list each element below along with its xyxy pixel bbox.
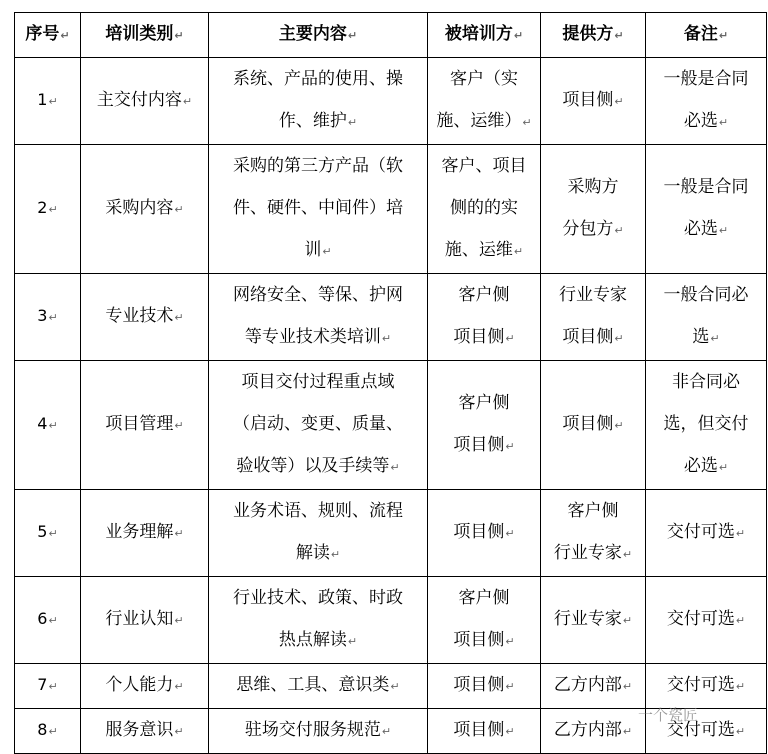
header-cell: 备注↵ — [646, 13, 767, 58]
remark-cell-line: 一般是合同 — [663, 177, 749, 197]
provider-cell-line: 项目侧↵ — [562, 327, 624, 347]
trainee-cell-line: 项目侧↵ — [453, 327, 515, 347]
table-row — [15, 490, 767, 577]
trainee-cell — [428, 361, 541, 490]
remark-cell-line: 一般是合同 — [663, 69, 749, 89]
provider-cell-line: 项目侧↵ — [562, 90, 624, 110]
content-cell-line: 解读↵ — [295, 543, 341, 563]
content-cell-line: 件、硬件、中间件）培 — [233, 198, 403, 218]
provider-cell — [541, 361, 646, 490]
category-cell: 专业技术↵ — [81, 274, 209, 361]
row-number: 8↵ — [15, 709, 81, 754]
header-cell: 序号↵ — [15, 13, 81, 58]
remark-cell-line: 交付可选↵ — [666, 720, 746, 740]
remark-cell — [646, 145, 767, 274]
header-cell: 被培训方↵ — [428, 13, 541, 58]
table-row — [15, 361, 767, 490]
category-cell: 采购内容↵ — [81, 145, 209, 274]
content-cell — [209, 490, 428, 577]
watermark: 一个瓷匠 — [638, 706, 699, 724]
provider-cell — [541, 145, 646, 274]
content-cell — [209, 145, 428, 274]
trainee-cell — [428, 274, 541, 361]
content-cell-line: 等专业技术类培训↵ — [244, 327, 392, 347]
table-row — [15, 664, 767, 709]
remark-cell-line: 非合同必 — [672, 372, 740, 392]
trainee-cell — [428, 709, 541, 754]
provider-cell — [541, 274, 646, 361]
table-row — [15, 58, 767, 145]
header-cell: 主要内容↵ — [209, 13, 428, 58]
provider-cell — [541, 490, 646, 577]
trainee-cell — [428, 577, 541, 664]
trainee-cell — [428, 58, 541, 145]
row-number: 4↵ — [15, 361, 81, 490]
content-cell — [209, 274, 428, 361]
content-cell-line: 验收等）以及手续等↵ — [236, 456, 400, 476]
provider-cell-line: 行业专家↵ — [553, 543, 633, 563]
provider-cell-line: 行业专家↵ — [553, 609, 633, 629]
remark-cell — [646, 361, 767, 490]
provider-cell — [541, 709, 646, 754]
trainee-cell-line: 侧的的实 — [450, 198, 518, 218]
provider-cell-line: 采购方 — [567, 177, 619, 197]
trainee-cell-line: 施、运维↵ — [444, 240, 524, 260]
table-row — [15, 577, 767, 664]
content-cell-line: 热点解读↵ — [278, 630, 358, 650]
content-cell — [209, 664, 428, 709]
trainee-cell — [428, 664, 541, 709]
row-number: 3↵ — [15, 274, 81, 361]
row-number: 6↵ — [15, 577, 81, 664]
content-cell-line: 驻场交付服务规范↵ — [244, 720, 392, 740]
provider-cell-line: 行业专家 — [559, 285, 627, 305]
remark-cell-line: 交付可选↵ — [666, 609, 746, 629]
provider-cell-line: 乙方内部↵ — [553, 675, 633, 695]
provider-cell — [541, 577, 646, 664]
provider-cell-line: 客户侧 — [567, 501, 619, 521]
remark-cell-line: 选↵ — [692, 327, 720, 347]
table-body — [15, 58, 767, 754]
content-cell-line: 思维、工具、意识类↵ — [236, 675, 400, 695]
trainee-cell-line: 项目侧↵ — [453, 630, 515, 650]
trainee-cell-line: 客户侧 — [458, 285, 510, 305]
remark-cell-line: 必选↵ — [683, 219, 729, 239]
remark-cell-line: 必选↵ — [683, 456, 729, 476]
category-cell: 业务理解↵ — [81, 490, 209, 577]
category-cell: 项目管理↵ — [81, 361, 209, 490]
row-number: 2↵ — [15, 145, 81, 274]
content-cell — [209, 577, 428, 664]
content-cell-line: 行业技术、政策、时政 — [233, 588, 403, 608]
content-cell-line: 作、维护↵ — [278, 111, 358, 131]
trainee-cell-line: 项目侧↵ — [453, 720, 515, 740]
remark-cell — [646, 274, 767, 361]
content-cell-line: 训↵ — [304, 240, 332, 260]
header-row — [15, 13, 767, 58]
trainee-cell — [428, 490, 541, 577]
provider-cell — [541, 58, 646, 145]
row-number: 5↵ — [15, 490, 81, 577]
remark-cell-line: 选，但交付 — [663, 414, 749, 434]
trainee-cell-line: 客户侧 — [458, 393, 510, 413]
category-cell: 主交付内容↵ — [81, 58, 209, 145]
training-table — [14, 12, 767, 754]
trainee-cell-line: 客户侧 — [458, 588, 510, 608]
content-cell-line: 系统、产品的使用、操 — [233, 69, 403, 89]
trainee-cell — [428, 145, 541, 274]
table-row — [15, 145, 767, 274]
remark-cell — [646, 490, 767, 577]
remark-cell — [646, 664, 767, 709]
provider-cell — [541, 664, 646, 709]
row-number: 7↵ — [15, 664, 81, 709]
content-cell-line: 网络安全、等保、护网 — [233, 285, 403, 305]
trainee-cell-line: 项目侧↵ — [453, 435, 515, 455]
header-cell: 培训类别↵ — [81, 13, 209, 58]
content-cell-line: 采购的第三方产品（软 — [233, 156, 403, 176]
trainee-cell-line: 客户（实 — [450, 69, 518, 89]
remark-cell-line: 一般合同必 — [663, 285, 749, 305]
header-cell: 提供方↵ — [541, 13, 646, 58]
remark-cell — [646, 577, 767, 664]
content-cell-line: （启动、变更、质量、 — [233, 414, 403, 434]
remark-cell-line: 必选↵ — [683, 111, 729, 131]
category-cell: 个人能力↵ — [81, 664, 209, 709]
table-row — [15, 274, 767, 361]
trainee-cell-line: 施、运维）↵ — [436, 111, 532, 131]
remark-cell-line: 交付可选↵ — [666, 522, 746, 542]
trainee-cell-line: 项目侧↵ — [453, 675, 515, 695]
trainee-cell-line: 项目侧↵ — [453, 522, 515, 542]
content-cell — [209, 58, 428, 145]
category-cell: 服务意识↵ — [81, 709, 209, 754]
provider-cell-line: 项目侧↵ — [562, 414, 624, 434]
row-number: 1↵ — [15, 58, 81, 145]
provider-cell-line: 乙方内部↵ — [553, 720, 633, 740]
provider-cell-line: 分包方↵ — [562, 219, 624, 239]
category-cell: 行业认知↵ — [81, 577, 209, 664]
trainee-cell-line: 客户、项目 — [441, 156, 527, 176]
remark-cell — [646, 58, 767, 145]
content-cell-line: 项目交付过程重点域 — [241, 372, 395, 392]
content-cell-line: 业务术语、规则、流程 — [233, 501, 403, 521]
content-cell — [209, 361, 428, 490]
remark-cell-line: 交付可选↵ — [666, 675, 746, 695]
content-cell — [209, 709, 428, 754]
